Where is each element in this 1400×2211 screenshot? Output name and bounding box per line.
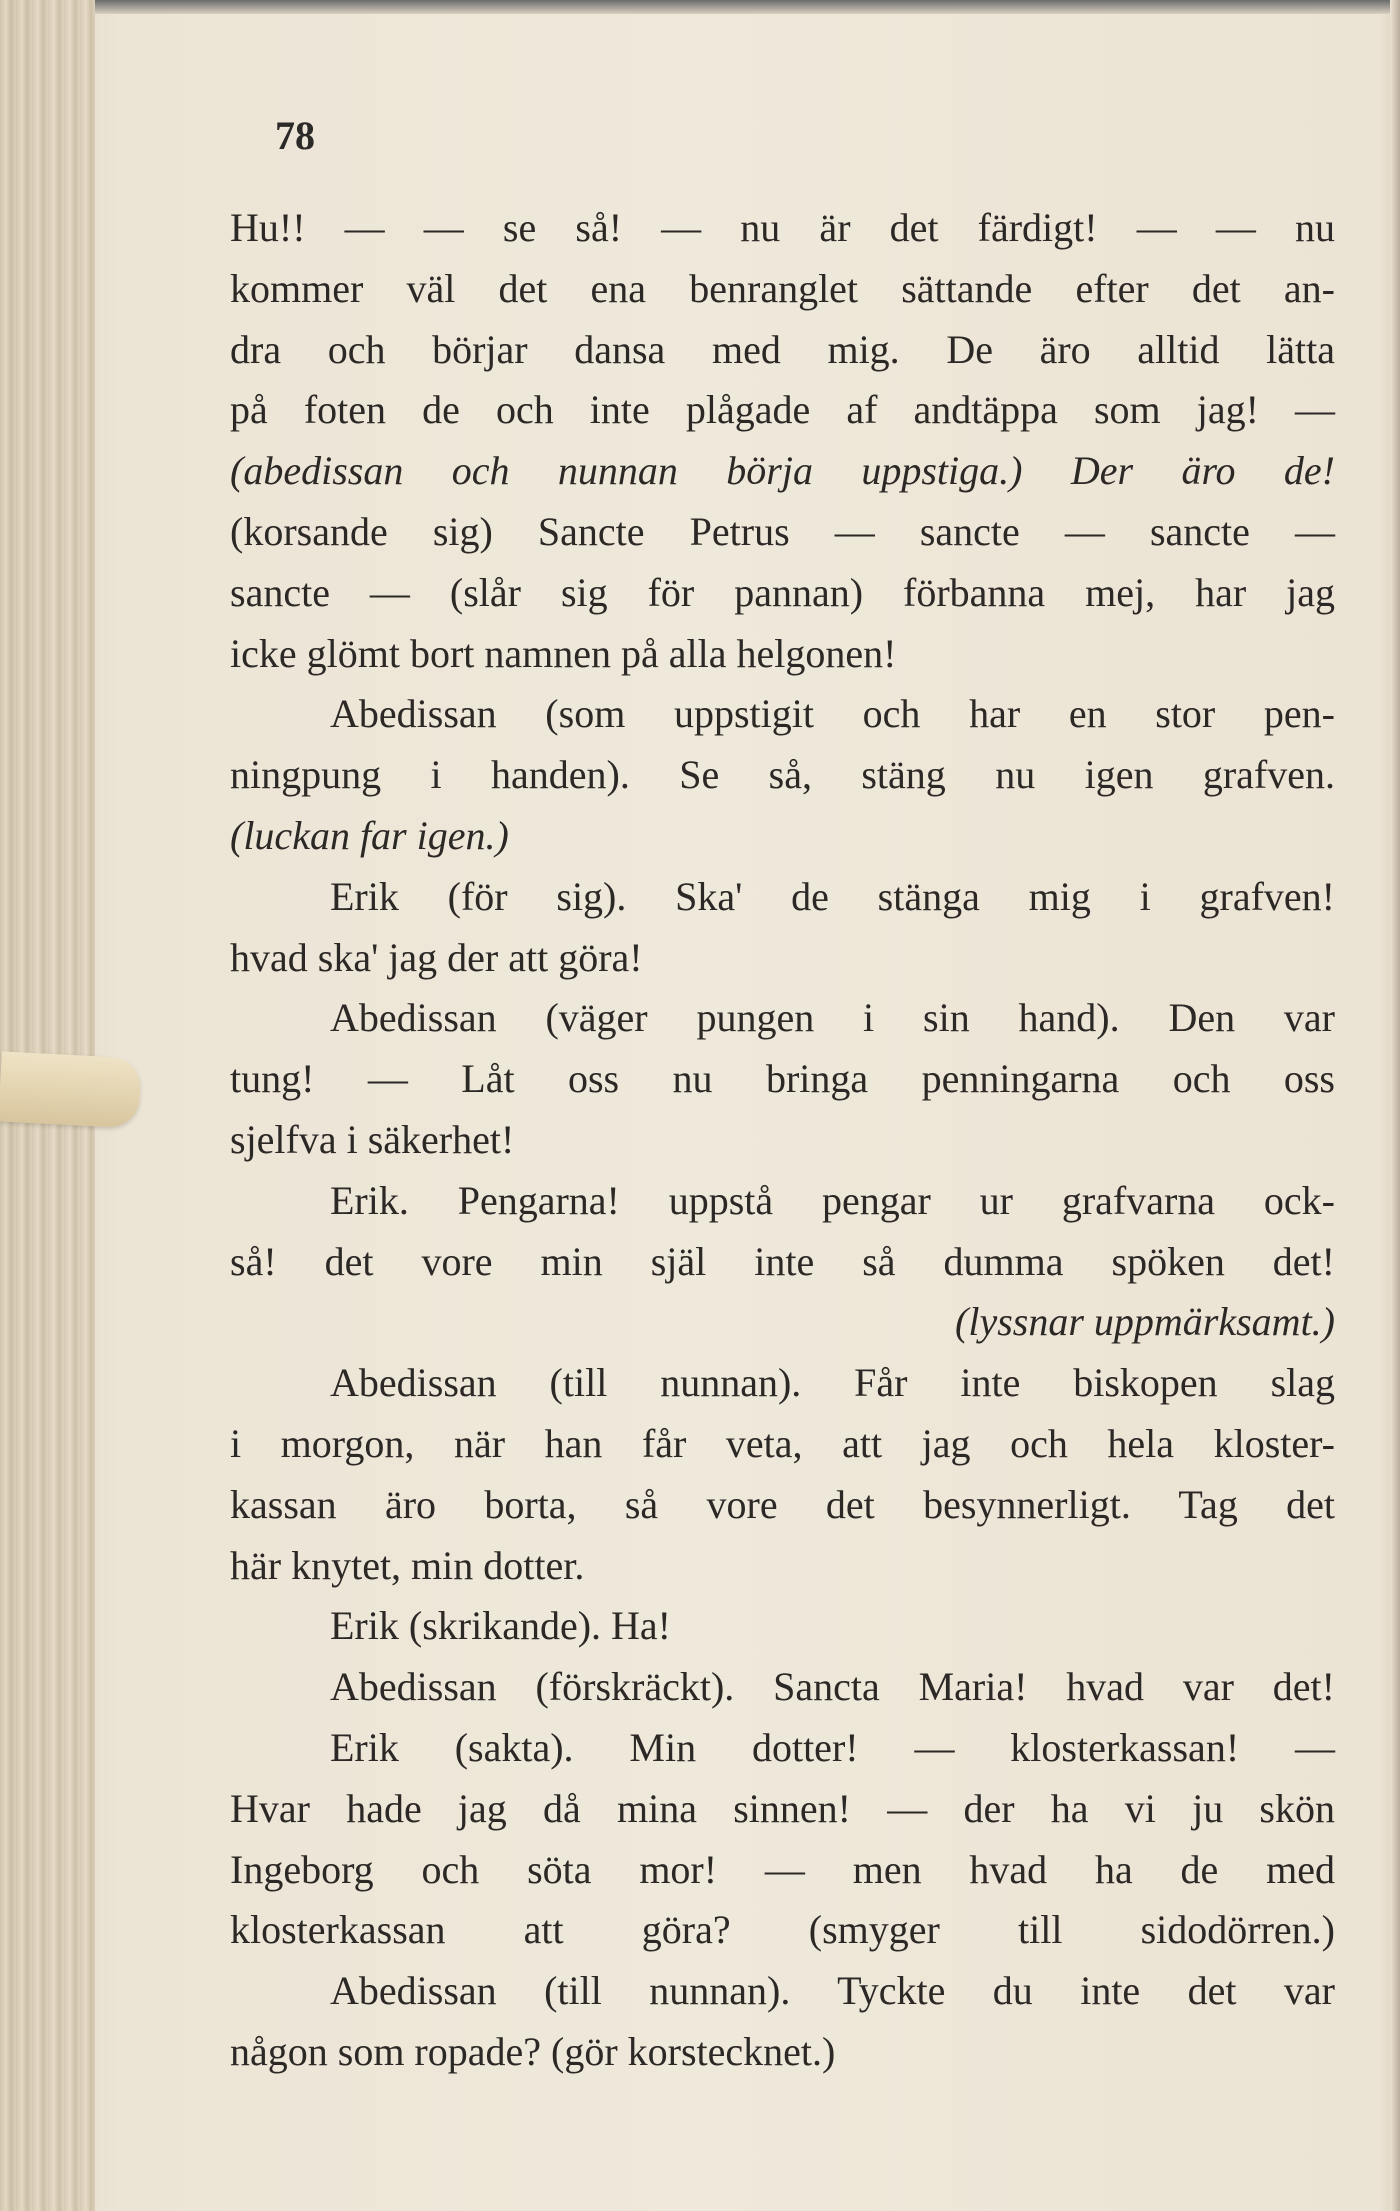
text-line: Erik. Pengarna! uppstå pengar ur grafvarna ock-: [330, 1177, 1335, 1223]
page-right-edge: [1390, 0, 1400, 2211]
text-line: Abedissan (förskräckt). Sancta Maria! hvad var det!: [330, 1664, 1335, 1710]
text-line: här knytet, min dotter.: [230, 1542, 585, 1588]
text-line: (lyssnar uppmärksamt.): [955, 1299, 1335, 1345]
text-line: Hu!! — — se så! — nu är det färdigt! — — nu: [230, 205, 1335, 250]
text-line: Erik (för sig). Ska' de stänga mig i grafven!: [330, 873, 1335, 919]
text-line: sjelfva i säkerhet!: [230, 1116, 515, 1162]
text-line: (luckan far igen.): [230, 812, 509, 858]
text-line: Abedissan (som uppstigit och har en stor pen-: [330, 691, 1335, 737]
text-line: hvad ska' jag der att göra!: [230, 934, 643, 980]
bookmark-ribbon: [0, 1051, 142, 1128]
text-line: sancte — (slår sig för pannan) förbanna mej, har jag: [230, 569, 1335, 615]
text-line: Ingeborg och söta mor! — men hvad ha de med: [230, 1846, 1335, 1892]
text-line: Abedissan (väger pungen i sin hand). Den var: [330, 995, 1335, 1041]
page-number: 78: [275, 113, 315, 158]
text-line: Erik (skrikande). Ha!: [330, 1603, 671, 1649]
text-line: kommer väl det ena benranglet sättande efter det an-: [230, 265, 1335, 311]
text-line: Erik (sakta). Min dotter! — klosterkassan! —: [330, 1724, 1335, 1770]
page-text: [230, 198, 1335, 2083]
text-line: i morgon, när han får veta, att jag och hela kloster-: [230, 1420, 1335, 1466]
page-top-edge: [95, 0, 1400, 14]
text-line: på foten de och inte plågade af andtäppa som jag! —: [230, 387, 1335, 433]
text-line: dra och börjar dansa med mig. De äro alltid lätta: [230, 326, 1335, 372]
text-line: kassan äro borta, så vore det besynnerligt. Tag det: [230, 1481, 1335, 1527]
text-line: Hvar hade jag då mina sinnen! — der ha vi ju skön: [230, 1785, 1335, 1831]
text-line: Abedissan (till nunnan). Får inte biskopen slag: [330, 1360, 1335, 1406]
text-line: icke glömt bort namnen på alla helgonen!: [230, 630, 897, 676]
text-line: någon som ropade? (gör korstecknet.): [230, 2028, 836, 2074]
text-line: klosterkassan att göra? (smyger till sidodörren.): [230, 1907, 1335, 1953]
text-line: ningpung i handen). Se så, stäng nu igen grafven.: [230, 752, 1335, 798]
text-line: tung! — Låt oss nu bringa penningarna och oss: [230, 1056, 1335, 1102]
text-line: (korsande sig) Sancte Petrus — sancte — sancte —: [230, 508, 1335, 554]
text-line: så! det vore min själ inte så dumma spöken det!: [230, 1238, 1335, 1284]
text-line: Abedissan (till nunnan). Tyckte du inte det var: [330, 1968, 1335, 2014]
text-line: (abedissan och nunnan börja uppstiga.) Der äro de!: [230, 448, 1335, 494]
